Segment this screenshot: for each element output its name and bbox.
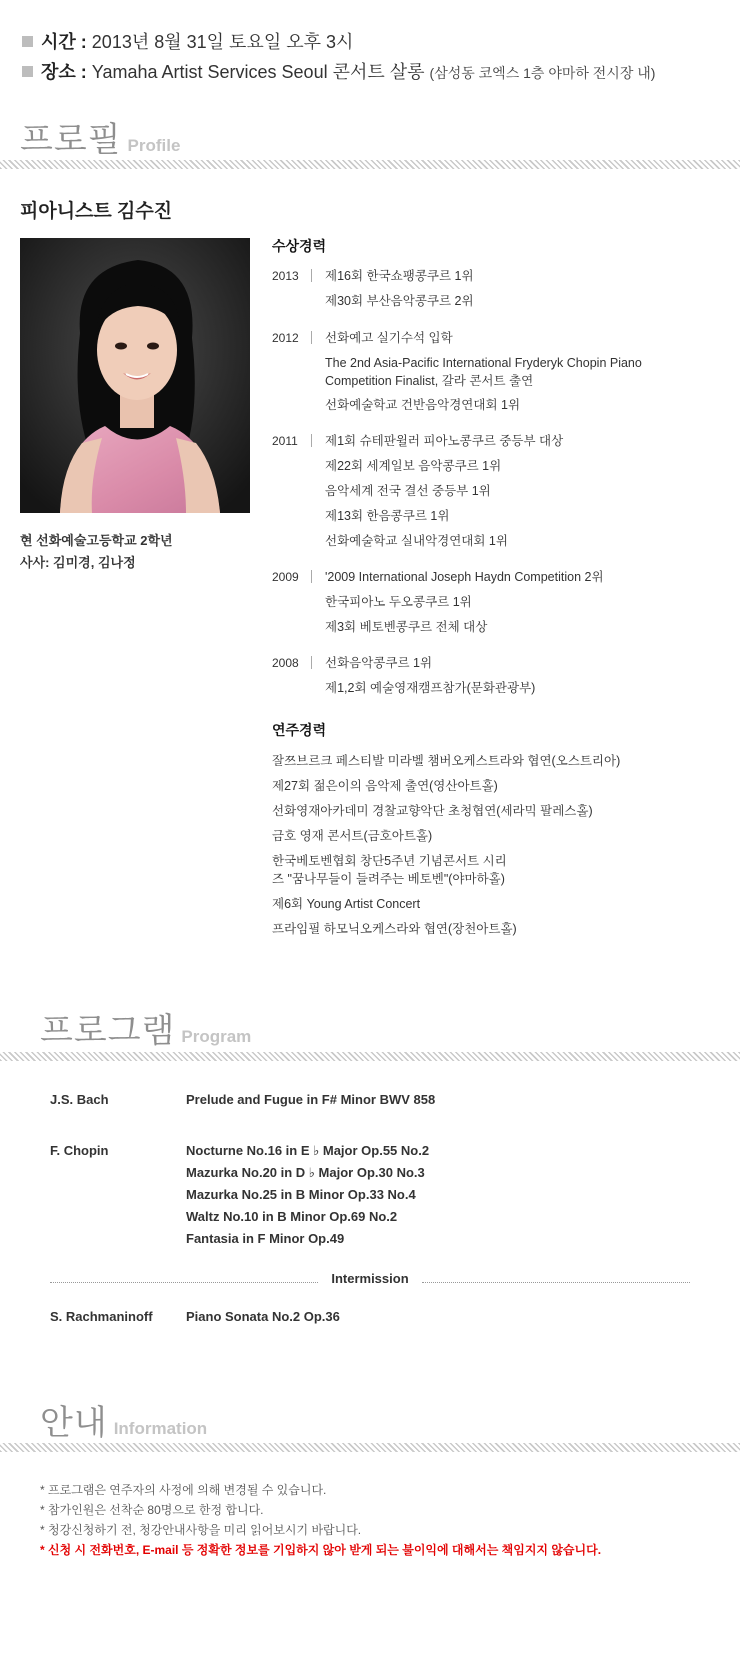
award-item: '2009 International Joseph Haydn Competition 2위	[325, 570, 604, 584]
award-item: 선화예술학교 실내악경연대회 1위	[325, 534, 508, 548]
section-divider	[0, 1052, 740, 1061]
award-item: 음악세계 전국 결선 중등부 1위	[325, 484, 491, 498]
award-item: 제3회 베토벤콩쿠르 전체 대상	[325, 620, 488, 634]
award-item: 제13회 한음콩쿠르 1위	[325, 509, 450, 523]
intermission-divider-left	[50, 1282, 318, 1283]
performance-item: 금호 영재 콘서트(금호아트홀)	[272, 829, 433, 843]
performance-item: 한국베토벤협회 창단5주년 기념콘서트 시리즈 "꿈나무들이 들려주는 베토벤"(야마하홀)	[272, 854, 507, 886]
award-item: 제22회 세계일보 음악콩쿠르 1위	[325, 459, 502, 473]
award-year: 2012	[272, 331, 299, 345]
award-item: 선화음악콩쿠르 1위	[325, 656, 433, 670]
square-bullet-icon	[22, 66, 33, 77]
place-value: Yamaha Artist Services Seoul 콘서트 살롱	[91, 62, 425, 82]
award-year: 2011	[272, 434, 298, 448]
time-value: 2013년 8월 31일 토요일 오후 3시	[91, 32, 354, 52]
section-title-ko: 프로그램	[40, 1012, 176, 1050]
performance-item: 제6회 Young Artist Concert	[272, 897, 421, 911]
year-divider	[311, 434, 312, 447]
performance-item: 제27회 젊은이의 음악제 출연(영산아트홀)	[272, 779, 498, 793]
program-piece: Prelude and Fugue in F# Minor BWV 858	[186, 1092, 436, 1107]
performances-title: 연주경력	[272, 722, 327, 738]
notice-item: * 프로그램은 연주자의 사정에 의해 변경될 수 있습니다.	[40, 1483, 327, 1497]
intermission-divider-right	[422, 1282, 690, 1283]
event-place	[22, 58, 655, 84]
award-item: 선화예고 실기수석 입학	[325, 331, 453, 345]
award-item: 제30회 부산음악콩쿠르 2위	[325, 294, 474, 308]
place-sub: (삼성동 코엑스 1층 야마하 전시장 내)	[429, 65, 656, 81]
award-year: 2009	[272, 570, 299, 584]
profile-section-title	[20, 112, 180, 161]
year-divider	[311, 269, 312, 282]
program-piece: Nocturne No.16 in E ♭ Major Op.55 No.2	[186, 1143, 430, 1158]
awards-title: 수상경력	[272, 238, 327, 254]
program-composer: J.S. Bach	[50, 1092, 109, 1107]
pianist-school: 현 선화예술고등학교 2학년	[20, 533, 173, 548]
notice-item: * 청강신청하기 전, 청강안내사항을 미리 읽어보시기 바랍니다.	[40, 1523, 362, 1537]
award-year: 2008	[272, 656, 299, 670]
program-section-title	[40, 1003, 251, 1052]
program-piece: Waltz No.10 in B Minor Op.69 No.2	[186, 1209, 398, 1224]
year-divider	[311, 656, 312, 669]
intermission-label: Intermission	[331, 1271, 409, 1286]
section-divider	[0, 160, 740, 169]
program-piece: Piano Sonata No.2 Op.36	[186, 1309, 340, 1324]
award-year: 2013	[272, 269, 299, 283]
award-item: The 2nd Asia-Pacific International Fryderyk Chopin Piano Competition Finalist, 갈라 콘서트 출연	[325, 356, 642, 388]
award-item: 한국피아노 두오콩쿠르 1위	[325, 595, 472, 609]
section-title-en: Program	[181, 1027, 252, 1046]
section-title-en: Information	[113, 1419, 208, 1438]
performance-item: 프라임필 하모닉오케스라와 협연(장천아트홀)	[272, 922, 517, 936]
notice-item: * 참가인원은 선착순 80명으로 한정 합니다.	[40, 1503, 264, 1517]
program-composer: F. Chopin	[50, 1143, 109, 1158]
year-divider	[311, 331, 312, 344]
award-item: 제1,2회 예술영재캠프참가(문화관광부)	[325, 681, 536, 695]
pianist-teachers: 사사: 김미경, 김나정	[20, 555, 136, 570]
award-item: 제1회 슈테판윌러 피아노콩쿠르 중등부 대상	[325, 434, 564, 448]
pianist-photo	[20, 238, 250, 513]
year-divider	[311, 570, 312, 583]
time-label: 시간 :	[41, 32, 87, 52]
section-title-ko: 프로필	[20, 121, 122, 159]
section-divider	[0, 1443, 740, 1452]
program-composer: S. Rachmaninoff	[50, 1309, 153, 1324]
program-piece: Mazurka No.25 in B Minor Op.33 No.4	[186, 1187, 416, 1202]
section-title-ko: 안내	[40, 1404, 108, 1442]
info-section-title	[40, 1395, 207, 1444]
event-time	[22, 28, 353, 54]
pianist-name: 피아니스트 김수진	[20, 201, 173, 222]
award-item: 제16회 한국쇼팽콩쿠르 1위	[325, 269, 474, 283]
performance-item: 선화영재아카데미 경찰교향악단 초청협연(세라믹 팔레스홀)	[272, 804, 593, 818]
notice-warning: * 신청 시 전화번호, E-mail 등 정확한 정보를 기입하지 않아 받게 되는 불이익에 대해서는 책임지지 않습니다.	[40, 1543, 602, 1557]
award-item: 선화예술학교 건반음악경연대회 1위	[325, 398, 521, 412]
square-bullet-icon	[22, 36, 33, 47]
program-piece: Mazurka No.20 in D ♭ Major Op.30 No.3	[186, 1165, 425, 1180]
performance-item: 잘쯔브르크 페스티발 미라벨 챔버오케스트라와 협연(오스트리아)	[272, 754, 621, 768]
program-piece: Fantasia in F Minor Op.49	[186, 1231, 345, 1246]
section-title-en: Profile	[127, 136, 181, 155]
place-label: 장소 :	[41, 62, 87, 82]
